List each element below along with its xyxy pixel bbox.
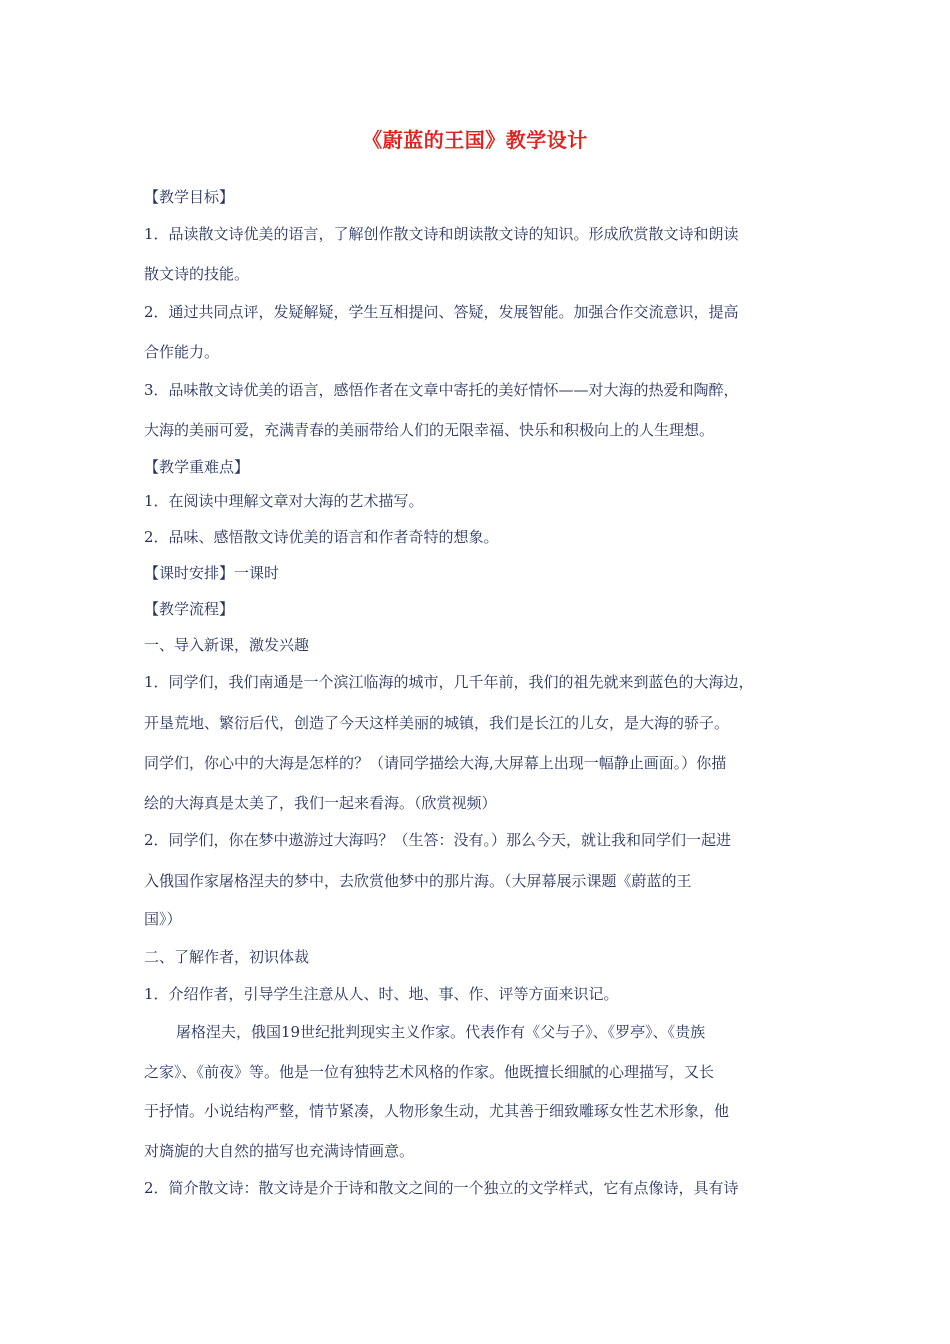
paragraph-line: 国》）	[144, 910, 182, 928]
paragraph-line: 散文诗的技能。	[144, 265, 250, 283]
paragraph-line: 1．品读散文诗优美的语言，了解创作散文诗和朗读散文诗的知识。形成欣赏散文诗和朗读	[144, 225, 739, 243]
paragraph-line: 2．品味、感悟散文诗优美的语言和作者奇特的想象。	[144, 528, 499, 546]
paragraph-line: 大海的美丽可爱，充满青春的美丽带给人们的无限幸福、快乐和积极向上的人生理想。	[144, 421, 715, 439]
paragraph-line: 入俄国作家屠格涅夫的梦中，去欣赏他梦中的那片海。（大屏幕展示课题《蔚蓝的王	[144, 872, 692, 890]
paragraph-line: 屠格涅夫，俄国19世纪批判现实主义作家。代表作有《父与子》、《罗亭》、《贵族	[176, 1023, 706, 1041]
section-heading-schedule: 【课时安排】一课时	[144, 564, 280, 582]
paragraph-line: 2．同学们，你在梦中遨游过大海吗？（生答：没有。）那么今天，就让我和同学们一起进	[144, 831, 732, 849]
paragraph-line: 合作能力。	[144, 343, 220, 361]
paragraph-line: 对旖旎的大自然的描写也充满诗情画意。	[144, 1142, 415, 1160]
section-heading-key-points: 【教学重难点】	[144, 458, 250, 476]
subsection-heading: 二、了解作者，初识体裁	[144, 948, 310, 966]
paragraph-line: 开垦荒地、繁衍后代，创造了今天这样美丽的城镇，我们是长江的儿女，是大海的骄子。	[144, 714, 730, 732]
document-title: 《蔚蓝的王国》教学设计	[362, 128, 588, 152]
paragraph-line: 于抒情。小说结构严整，情节紧凑，人物形象生动，尤其善于细致雕琢女性艺术形象，他	[144, 1102, 730, 1120]
section-heading-objectives: 【教学目标】	[144, 188, 235, 206]
paragraph-line: 1．同学们，我们南通是一个滨江临海的城市，几千年前，我们的祖先就来到蓝色的大海边，	[144, 673, 754, 691]
paragraph-line: 1．在阅读中理解文章对大海的艺术描写。	[144, 492, 424, 510]
paragraph-line: 1．介绍作者，引导学生注意从人、时、地、事、作、评等方面来识记。	[144, 985, 619, 1003]
subsection-heading: 一、导入新课，激发兴趣	[144, 636, 310, 654]
paragraph-line: 3．品味散文诗优美的语言，感悟作者在文章中寄托的美好情怀——对大海的热爱和陶醉，	[144, 381, 739, 399]
paragraph-line: 之家》、《前夜》等。他是一位有独特艺术风格的作家。他既擅长细腻的心理描写，又长	[144, 1063, 715, 1081]
paragraph-line: 2．简介散文诗：散文诗是介于诗和散文之间的一个独立的文学样式，它有点像诗，具有诗	[144, 1179, 739, 1197]
paragraph-line: 2．通过共同点评，发疑解疑，学生互相提问、答疑，发展智能。加强合作交流意识，提高	[144, 303, 739, 321]
section-heading-process: 【教学流程】	[144, 600, 235, 618]
paragraph-line: 绘的大海真是太美了，我们一起来看海。（欣赏视频）	[144, 794, 497, 812]
paragraph-line: 同学们，你心中的大海是怎样的？（请同学描绘大海,大屏幕上出现一幅静止画面。）你描	[144, 754, 727, 772]
